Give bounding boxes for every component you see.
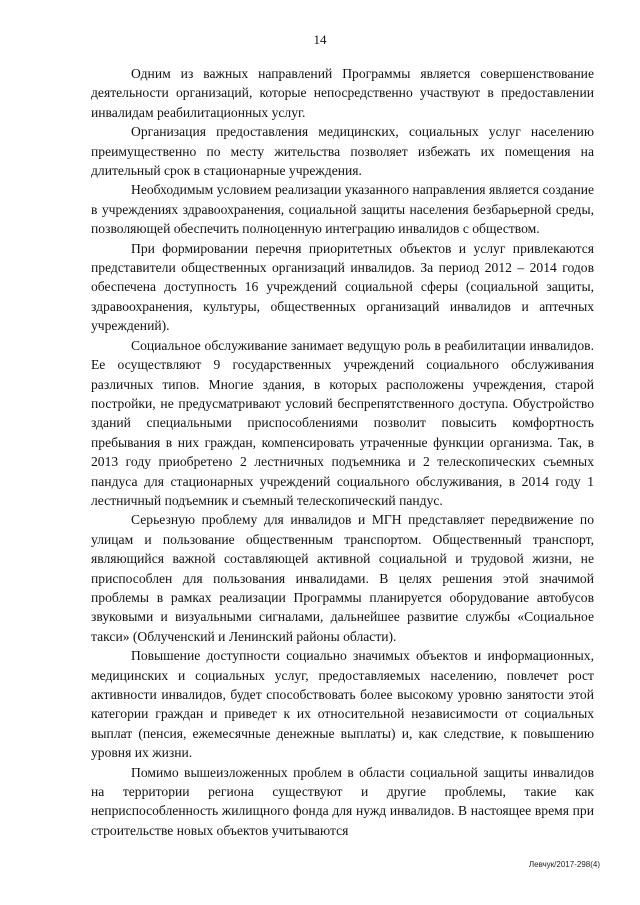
page-number: 14 xyxy=(313,32,327,47)
document-footer-code: Левчук/2017-298(4) xyxy=(528,860,600,869)
paragraph-8: Помимо вышеизложенных проблем в области социальной защиты инвалидов на территории региона существуют и другие проблемы, такие как неприспособленность жилищного фонда для нужд инвалидов. В настоящее время при строительстве новых объектов учитываются xyxy=(91,764,594,838)
paragraph-1: Одним из важных направлений Программы является совершенствование деятельности организаций, которые непосредственно участвуют в предоставлении инвалидам реабилитационных услуг. xyxy=(91,66,594,120)
paragraph-5: Социальное обслуживание занимает ведущую роль в реабилитации инвалидов. Ее осуществляют 9 государственных учреждений социального обслуживания различных типов. Многие здания, в которых расположены учреждения, старой постройки, не предусматривают условий беспрепятственного доступа. Обустройство зданий специальными приспособлениями позволит повысить комфортность пребывания в них граждан, компенсировать утраченные функции организма. Так, в 2013 году приобретено 2 лестничных подъемника и 2 телескопических съемных пандуса для стационарных учреждений социального обслуживания, в 2014 году 1 лестничный подъемник и съемный телескопический пандус. xyxy=(91,337,594,508)
paragraph-6: Серьезную проблему для инвалидов и МГН представляет передвижение по улицам и пользование общественным транспортом. Общественный транспорт, являющийся важной составляющей активной социальной и трудовой жизни, не приспособлен для пользования инвалидами. В целях решения этой значимой проблемы в рамках реализации Программы планируется оборудование автобусов звуковыми и визуальными сигналами, дальнейшее развитие службы «Социальное такси» (Облученский и Ленинский районы области). xyxy=(91,512,594,644)
paragraph-2: Организация предоставления медицинских, социальных услуг населению преимущественно по месту жительства позволяет избежать их помещения на длительный срок в стационарные учреждения. xyxy=(91,124,594,179)
body-text xyxy=(91,64,594,840)
paragraph-4: При формировании перечня приоритетных объектов и услуг привлекаются представители общественных организаций инвалидов. За период 2012 – 2014 годов обеспечена доступность 16 учреждений социальной сферы (социальной защиты, здравоохранения, культуры, общественных организаций инвалидов и аптечных учреждений). xyxy=(91,240,594,334)
paragraph-3: Необходимым условием реализации указанного направления является создание в учреждениях здравоохранения, социальной защиты населения безбарьерной среды, позволяющей обеспечить полноценную интеграцию инвалидов с обществом. xyxy=(91,182,594,237)
paragraph-7: Повышение доступности социально значимых объектов и информационных, медицинских и социальных услуг, предоставляемых населению, повлечет рост активности инвалидов, будет способствовать более высокому уровню занятости этой категории граждан и приведет к их относительной независимости от социальных выплат (пенсия, ежемесячные денежные выплаты) и, как следствие, к повышению уровня их жизни. xyxy=(91,648,594,761)
